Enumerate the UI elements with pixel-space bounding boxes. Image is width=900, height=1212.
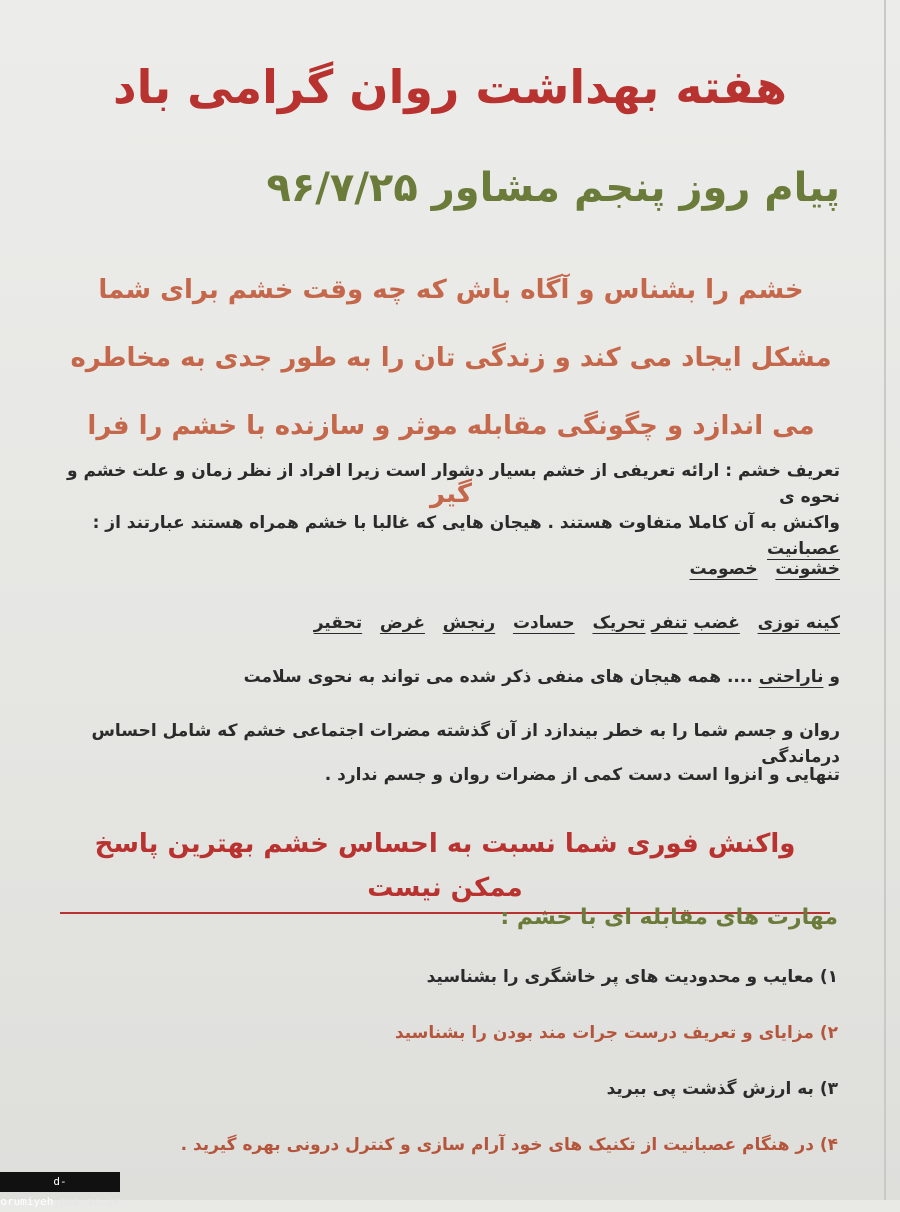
paper-fold-line bbox=[884, 0, 886, 1200]
emotion-grudge: غرض bbox=[379, 613, 425, 633]
emotion-rage: غضب bbox=[693, 613, 740, 633]
emotion-anger: عصبانیت bbox=[766, 539, 840, 559]
emotion-contempt: تحقیر bbox=[313, 613, 363, 633]
emotion-resentment: کینه توزی bbox=[757, 613, 840, 633]
definition-line-2 bbox=[60, 510, 840, 562]
emotion-jealousy: حسادت bbox=[512, 613, 575, 633]
emotions-row-1 bbox=[60, 556, 840, 582]
emotion-hostility: خصومت bbox=[689, 559, 758, 579]
emotions-row-2 bbox=[60, 610, 840, 636]
closing-line-3: تنهایی و انزوا است دست کمی از مضرات روان و جسم ندارد . bbox=[324, 765, 840, 785]
skills-title: مهارت های مقابله ای با خشم : bbox=[500, 905, 838, 930]
definition-line-1: تعریف خشم : ارائه تعریفی از خشم بسیار دشوار است زیرا افراد از نظر زمان و علت خشم و نحوه ی bbox=[66, 461, 840, 507]
closing-line-1-text: .... همه هیجان های منفی ذکر شده می تواند به نحوی سلامت bbox=[243, 667, 753, 687]
callout-message: واکنش فوری شما نسبت به احساس خشم بهترین پاسخ ممکن نیست bbox=[60, 822, 830, 914]
conjunction-and: و bbox=[829, 667, 840, 687]
skill-item-2: ۲) مزایای و تعریف درست جرات مند بودن را بشناسید bbox=[394, 1023, 838, 1043]
emotion-violence: خشونت bbox=[775, 559, 840, 579]
poster-title: هفته بهداشت روان گرامی باد bbox=[112, 60, 788, 114]
site-watermark bbox=[0, 1172, 120, 1208]
closing-line-1 bbox=[60, 664, 840, 690]
closing-line-2: روان و جسم شما را به خطر بیندازد از آن گذشته مضرات اجتماعی خشم که شامل احساس درماندگی bbox=[91, 721, 840, 767]
emotion-upset: ناراحتی bbox=[758, 667, 824, 687]
watermark-prefix: d-orumiyeh bbox=[0, 1175, 67, 1208]
skill-item-3: ۳) به ارزش گذشت پی ببرید bbox=[606, 1079, 838, 1099]
skill-item-1: ۱) معایب و محدودیت های پر خاشگری را بشناسید bbox=[426, 967, 838, 987]
poster-headline: خشم را بشناس و آگاه باش که چه وقت خشم برای شما مشکل ایجاد می کند و زندگی تان را به طور جدی به مخاطره می اندازد و چگونگی مقابله موثر و سازنده با خشم را فرا گیر bbox=[70, 275, 832, 509]
emotion-provocation: تحریک bbox=[592, 613, 646, 633]
definition-line-2-text: واکنش به آن کاملا متفاوت هستند . هیجان هایی که غالبا با خشم همراه هستند عبارتند از : bbox=[92, 513, 840, 533]
skill-item-4: ۴) در هنگام عصبانیت از تکنیک های خود آرام سازی و کنترل درونی بهره گیرید . bbox=[180, 1135, 838, 1155]
emotion-offense: رنجش bbox=[442, 613, 496, 633]
poster-subtitle: پیام روز پنجم مشاور ۹۶/۷/۲۵ bbox=[266, 165, 840, 211]
emotion-hatred: تنفر bbox=[651, 613, 688, 633]
watermark-suffix: .nus.ac.ir bbox=[53, 1195, 120, 1208]
